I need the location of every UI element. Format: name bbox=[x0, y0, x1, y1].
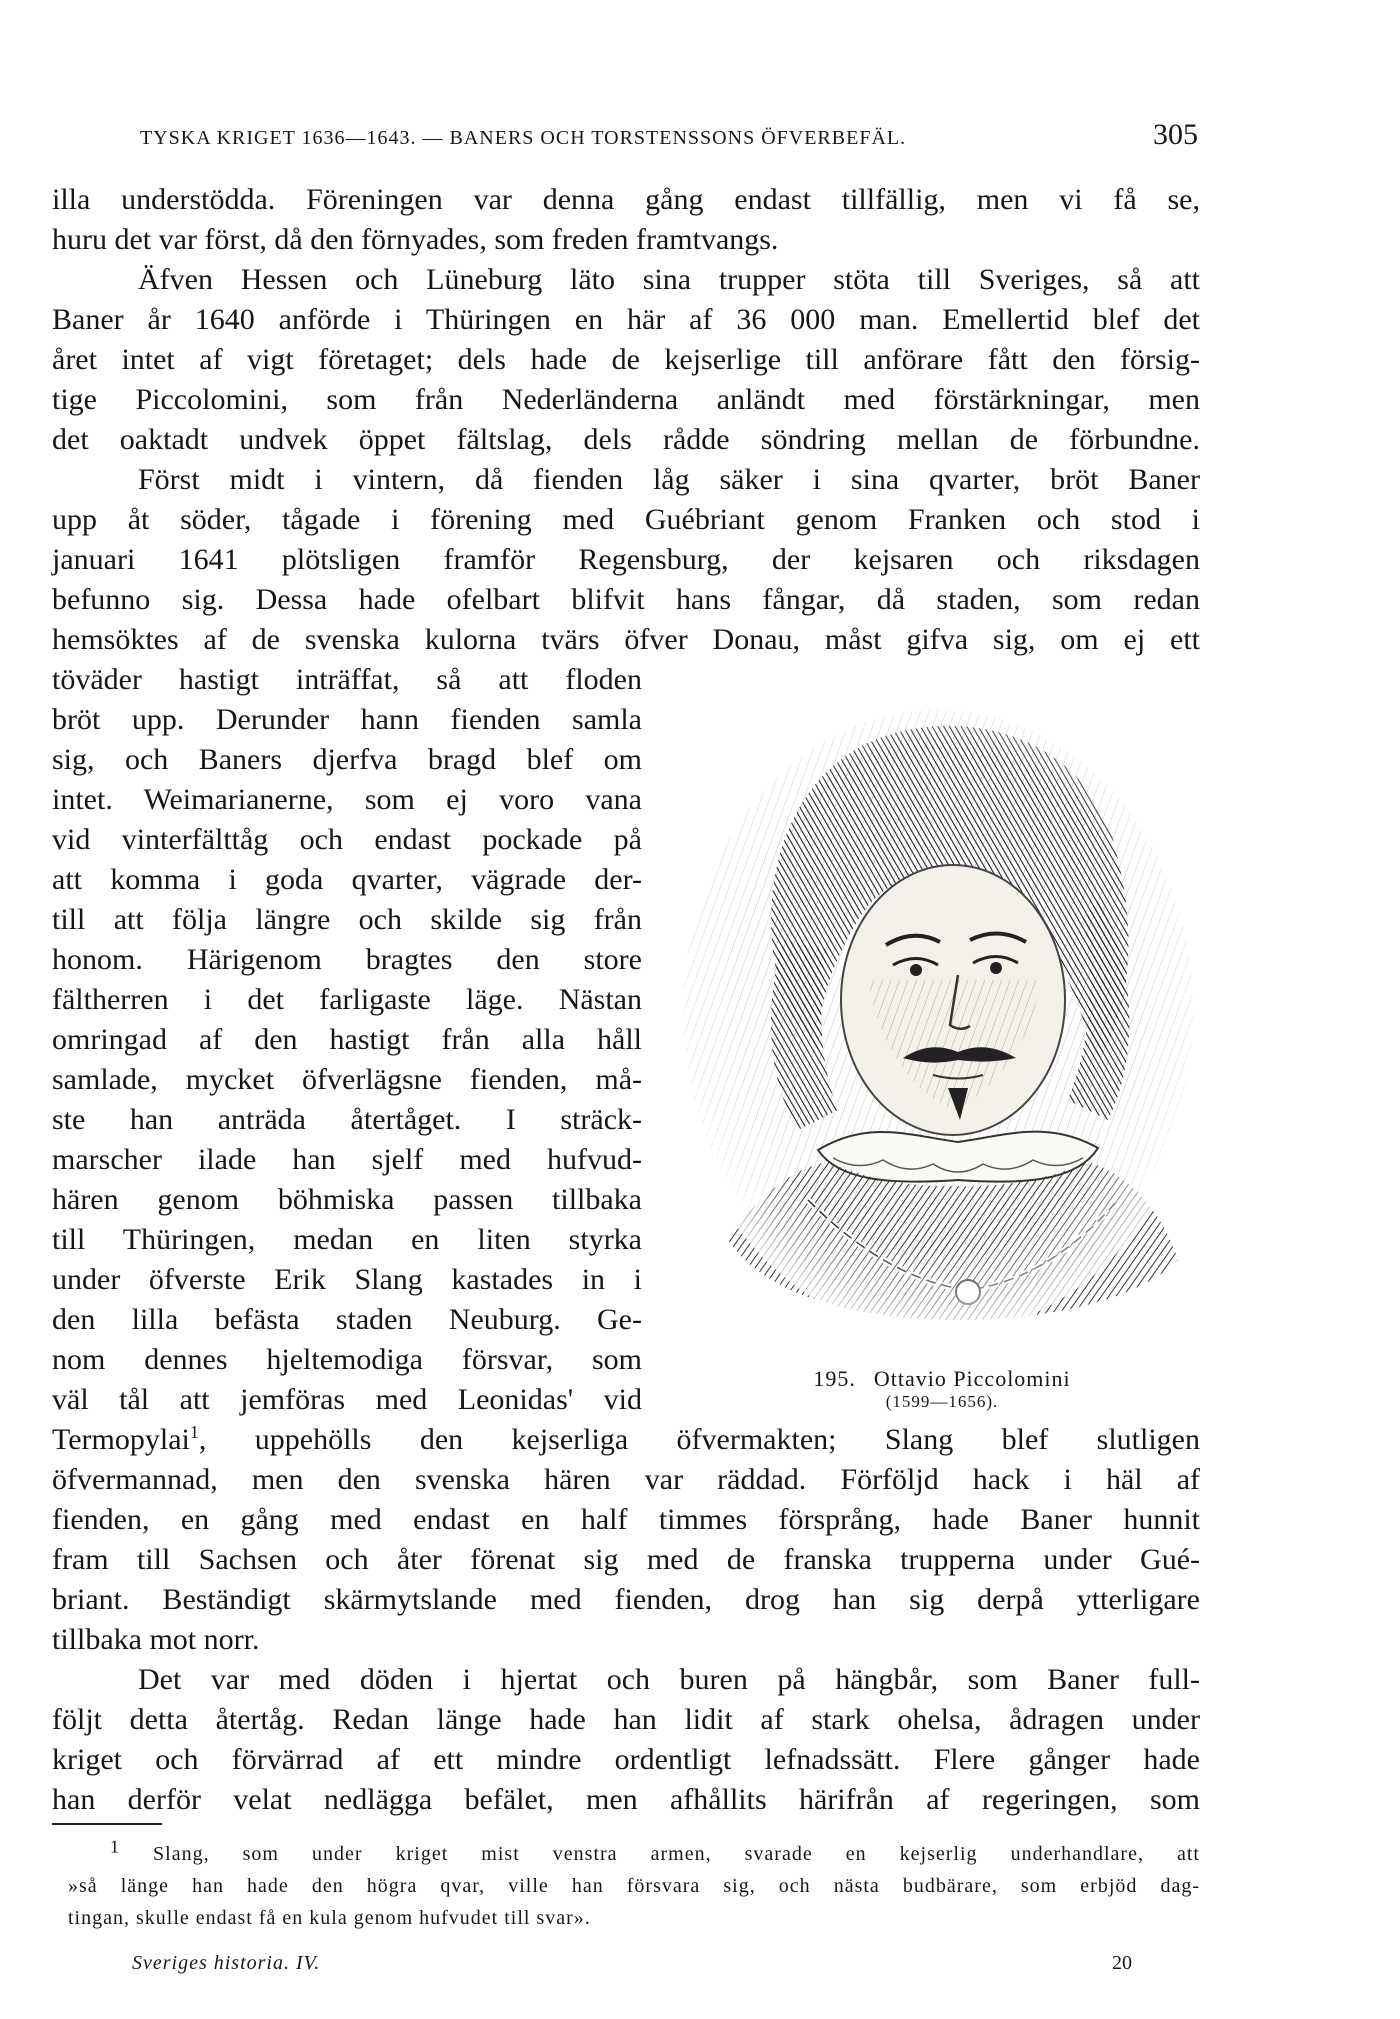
text-line: följt detta återtåg. Redan länge hade han lidit af stark ohelsa, ådragen under bbox=[52, 1703, 1200, 1736]
running-header-title: TYSKA KRIGET 1636—1643. — BANERS OCH TORSTENSSONS ÖFVERBEFÄL. bbox=[140, 127, 907, 149]
text-line: hemsöktes af de svenska kulorna tvärs öfver Donau, måst gifva sig, om ej ett bbox=[52, 623, 1200, 656]
signature-book: Sveriges historia. IV. bbox=[132, 1952, 321, 1974]
text-line: året intet af vigt företaget; dels hade de kejserlige till anförare fått den försig- bbox=[52, 343, 1200, 376]
printer-signature bbox=[132, 1952, 1132, 1975]
text-line: under öfverste Erik Slang kastades in i bbox=[52, 1263, 642, 1296]
text-line: intet. Weimarianerne, som ej voro vana bbox=[52, 783, 642, 816]
text-line: Först midt i vintern, då fienden låg säker i sina qvarter, bröt Baner bbox=[138, 463, 1200, 496]
page-number: 305 bbox=[1153, 118, 1198, 151]
text-line: illa understödda. Föreningen var denna gång endast tillfällig, men vi få se, bbox=[52, 183, 1200, 216]
text-line: det oaktadt undvek öppet fältslag, dels rådde söndring mellan de förbundne. bbox=[52, 423, 1200, 456]
portrait-engraving bbox=[668, 680, 1208, 1330]
text-line: ste han anträda återtåget. I sträck- bbox=[52, 1103, 642, 1136]
running-header bbox=[140, 118, 1198, 152]
text-line: bröt upp. Derunder hann fienden samla bbox=[52, 703, 642, 736]
text-line: fienden, en gång med endast en half timmes försprång, hade Baner hunnit bbox=[52, 1503, 1200, 1536]
footnote-reference[interactable]: 1 bbox=[189, 1422, 199, 1442]
figure-name: Ottavio Piccolomini bbox=[873, 1366, 1071, 1391]
text-line: samlade, mycket öfverlägsne fienden, må- bbox=[52, 1063, 642, 1096]
figure-caption bbox=[752, 1366, 1132, 1412]
text-line: omringad af den hastigt från alla håll bbox=[52, 1023, 642, 1056]
footnote-line bbox=[110, 1838, 1200, 1870]
footnote-text: Slang, som under kriget mist venstra armen, svarade en kejserlig underhandlare, att bbox=[153, 1843, 1200, 1865]
text-line: kriget och förvärrad af ett mindre ordentligt lefnadssätt. Flere gånger hade bbox=[52, 1743, 1200, 1776]
text-line: nom dennes hjeltemodiga försvar, som bbox=[52, 1343, 642, 1376]
text-line: Det var med döden i hjertat och buren på hängbår, som Baner full- bbox=[138, 1663, 1200, 1696]
text-line: vid vinterfälttåg och endast pockade på bbox=[52, 823, 642, 856]
text-line: att komma i goda qvarter, vägrade der- bbox=[52, 863, 642, 896]
text-line: Baner år 1640 anförde i Thüringen en här af 36 000 man. Emellertid blef det bbox=[52, 303, 1200, 336]
text-line: upp åt söder, tågade i förening med Guébriant genom Franken och stod i bbox=[52, 503, 1200, 536]
text-line: Äfven Hessen och Lüneburg läto sina trupper stöta till Sveriges, så att bbox=[138, 263, 1200, 296]
text-line: fram till Sachsen och åter förenat sig med de franska trupperna under Gué- bbox=[52, 1543, 1200, 1576]
text-line: huru det var först, då den förnyades, som freden framtvangs. bbox=[52, 223, 779, 256]
portrait-figure bbox=[668, 680, 1208, 1330]
footnote-rule bbox=[52, 1823, 162, 1825]
figure-number: 195. bbox=[813, 1366, 856, 1391]
text-line: briant. Beständigt skärmytslande med fienden, drog han sig derpå ytterligare bbox=[52, 1583, 1200, 1616]
text-line: befunno sig. Dessa hade ofelbart blifvit hans fångar, då staden, som redan bbox=[52, 583, 1200, 616]
termopylai-word: Termopylai bbox=[52, 1423, 190, 1456]
figure-dates: (1599—1656). bbox=[885, 1392, 999, 1411]
text-line: väl tål att jemföras med Leonidas' vid bbox=[52, 1383, 642, 1416]
termopylai-rest: , uppehölls den kejserliga öfvermakten; Slang blef slutligen bbox=[198, 1423, 1200, 1456]
footnote-line: tingan, skulle endast få en kula genom hufvudet till svar». bbox=[68, 1907, 591, 1929]
footnote-marker: 1 bbox=[110, 1836, 120, 1857]
text-line: tige Piccolomini, som från Nederländerna anländt med förstärkningar, men bbox=[52, 383, 1200, 416]
text-line: töväder hastigt inträffat, så att floden bbox=[52, 663, 642, 696]
text-line: sig, och Baners djerfva bragd blef om bbox=[52, 743, 642, 776]
text-line: till att följa längre och skilde sig från bbox=[52, 903, 642, 936]
text-line: hären genom böhmiska passen tillbaka bbox=[52, 1183, 642, 1216]
footnote-line: »så länge han hade den högra qvar, ville han försvara sig, och nästa budbärare, som erbjöd dag- bbox=[68, 1875, 1200, 1897]
text-line: till Thüringen, medan en liten styrka bbox=[52, 1223, 642, 1256]
text-line: den lilla befästa staden Neuburg. Ge- bbox=[52, 1303, 642, 1336]
text-line: tillbaka mot norr. bbox=[52, 1623, 260, 1656]
text-line: öfvermannad, men den svenska hären var räddad. Förföljd hack i häl af bbox=[52, 1463, 1200, 1496]
text-line: han derför velat nedlägga befälet, men afhållits härifrån af regeringen, som bbox=[52, 1783, 1200, 1816]
text-line: honom. Härigenom bragtes den store bbox=[52, 943, 642, 976]
signature-sheet: 20 bbox=[1112, 1952, 1132, 1974]
text-line: marscher ilade han sjelf med hufvud- bbox=[52, 1143, 642, 1176]
text-line: januari 1641 plötsligen framför Regensburg, der kejsaren och riksdagen bbox=[52, 543, 1200, 576]
text-line: fältherren i det farligaste läge. Nästan bbox=[52, 983, 642, 1016]
text-line-with-footnote-ref bbox=[52, 1420, 1200, 1460]
